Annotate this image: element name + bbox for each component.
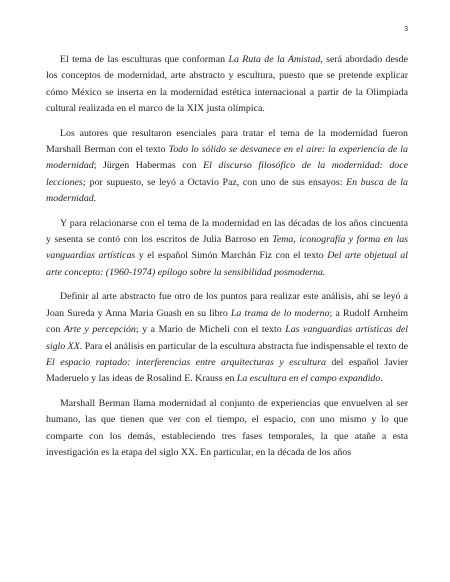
paragraph-text: Los autores que resultaron esenciales para tratar el tema de la modernidad fueron Marshall Berman con el texto <box>46 127 408 156</box>
paragraph-text: . <box>380 373 383 385</box>
italic-title-text: Todo lo sólido se desvanece en el aire: la experiencia de la modernidad <box>46 144 408 172</box>
italic-title-text: El espacio raptado: interferencias entre arquitecturas y escultura <box>46 356 326 368</box>
italic-title-text: El discurso filosófico de la modernidad: doce lecciones; <box>46 160 408 188</box>
paragraph-3 <box>46 216 408 282</box>
italic-title-text: En busca de la modernidad. <box>46 176 408 205</box>
paragraph-text: Marshall Berman llama modernidad al conjunto de experiencias que envuelven al ser humano, las que tienen que ver con el tiempo, el espacio, con uno mismo y lo que comparte con los demás, estableciendo tres fases temporales, la que atañe a esta investigación es la etapa del siglo XX. En particular, en la década de los años <box>46 397 408 458</box>
paragraph-text: . Para el análisis en particular de la escultura abstracta fue indispensable el texto de <box>79 340 408 352</box>
paragraph-text: ; Jürgen Habermas con <box>93 160 204 172</box>
paragraph-5 <box>46 396 408 462</box>
paragraph-text: por supuesto, se leyó a Octavio Paz, con uno de sus ensayos: <box>86 176 347 188</box>
page-number: 3 <box>404 26 408 33</box>
italic-title-text: Las vanguardias artísticas del siglo XX <box>46 324 409 352</box>
paragraph-text: ; y a Mario de Micheli con el texto <box>135 324 286 336</box>
italic-title-text: La Ruta de la Amistad <box>228 54 321 65</box>
paragraph-2 <box>46 126 408 208</box>
italic-title-text: Del arte objetual al arte concepto: (1960-1974) epílogo sobre la sensibilidad posmoderna. <box>46 250 408 278</box>
paragraph-text: Y para relacionarse con el tema de la modernidad en las décadas de los años cincuenta y sesenta se contó con los escritos de Julia Barroso en <box>46 217 408 246</box>
body-text <box>46 52 408 469</box>
italic-title-text: Arte y percepción <box>63 324 136 336</box>
paragraph-text: El tema de las esculturas que conforman <box>60 54 229 65</box>
paragraph-text: del español Javier Maderuelo y las ideas de Rosalind E. Krauss en <box>46 356 409 385</box>
italic-title-text: La trama de lo moderno <box>230 307 330 319</box>
paragraph-text: ; a Rudolf Arnheim con <box>46 307 408 336</box>
italic-title-text: La escultura en el campo expandido <box>236 373 381 385</box>
paragraph-text: y el español Simón Marchán Fiz con el texto <box>135 250 328 262</box>
paragraph-1 <box>46 52 408 118</box>
italic-title-text: Tema, iconografía y forma en las vanguardias artísticas <box>46 234 408 262</box>
paragraph-4 <box>46 289 408 387</box>
paragraph-text: Definir al arte abstracto fue otro de los puntos para realizar este análisis, ahí se leyó a Joan Sureda y Anna Maria Guash en su libro <box>46 291 408 319</box>
paragraph-text: , será abordado desde los conceptos de modernidad, arte abstracto y escultura, puesto que se pretende explicar cómo México se inserta en la modernidad estética internacional a partir de la Olimpiada cultural realizada en el marco de la XIX justa olímpica. <box>46 54 409 115</box>
